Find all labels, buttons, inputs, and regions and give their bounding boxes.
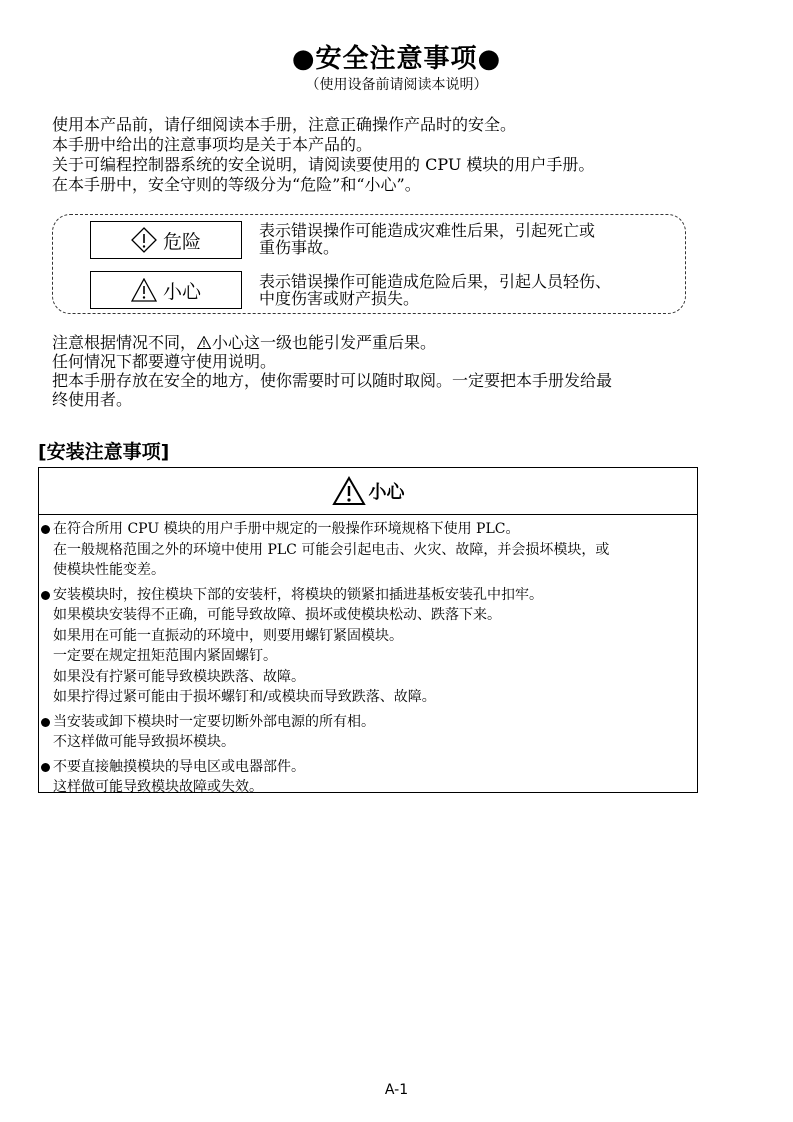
caution-item-line: 不这样做可能导致损坏模块。: [53, 734, 235, 750]
caution-item-line: 如果拧得过紧可能由于损坏螺钉和/或模块而导致跌落、故障。: [53, 689, 436, 705]
bullet-icon: [41, 763, 50, 772]
caution-item-line: 在符合所用 CPU 模块的用户手册中规定的一般操作环境规格下使用 PLC。: [53, 521, 520, 537]
intro-line: 本手册中给出的注意事项均是关于本产品的。: [52, 135, 373, 154]
caution-item-line: 一定要在规定扭矩范围内紧固螺钉。: [53, 648, 277, 664]
caution-item-line: 如果用在可能一直振动的环境中，则要用螺钉紧固模块。: [53, 627, 403, 644]
caution-box-title: 小心: [368, 482, 405, 503]
caution-item: [39, 519, 697, 581]
caution-label: 小心: [162, 280, 201, 303]
danger-label: 危险: [162, 230, 201, 253]
caution-box: [38, 467, 698, 793]
caution-box-header: [39, 468, 697, 515]
diamond-warning-icon: [131, 227, 157, 253]
page-number: A-1: [384, 1082, 409, 1098]
caution-item-line: 这样做可能导致模块故障或失效。: [53, 779, 263, 795]
notes-paragraph: [52, 333, 712, 409]
notes-text: 注意根据情况不同，: [52, 333, 197, 352]
caution-item-list: [39, 515, 697, 798]
caution-item-line: 使模块性能变差。: [53, 562, 165, 578]
notes-line: 终使用者。: [52, 390, 133, 409]
caution-label-box: [90, 271, 242, 309]
bullet-icon: [41, 718, 50, 727]
caution-item-line: 如果模块安装得不正确，可能导致故障、损坏或使模块松动、跌落下来。: [53, 607, 501, 623]
danger-description: [259, 222, 679, 256]
triangle-warning-icon: [131, 278, 157, 302]
triangle-warning-icon: [332, 476, 366, 506]
caution-desc-line: 表示错误操作可能造成危险后果，引起人员轻伤、: [259, 272, 612, 291]
triangle-warning-icon: [197, 336, 211, 349]
notes-line: 把本手册存放在安全的地方，使你需要时可以随时取阅。一定要把本手册发给最: [52, 371, 613, 390]
caution-item-line: 安装模块时，按住模块下部的安装杆，将模块的锁紧扣插进基板安装孔中扣牢。: [53, 586, 543, 603]
page-subtitle: （使用设备前请阅读本说明）: [305, 77, 488, 93]
safety-level-legend: [52, 214, 686, 314]
notes-line: 任何情况下都要遵守使用说明。: [52, 352, 277, 371]
intro-line: 关于可编程控制器系统的安全说明，请阅读要使用的 CPU 模块的用户手册。: [52, 155, 595, 174]
caution-item-line: 当安装或卸下模块时一定要切断外部电源的所有相。: [53, 713, 375, 730]
page-title: ●安全注意事项●: [291, 44, 502, 74]
caution-item: [39, 757, 697, 798]
caution-item-line: 不要直接触摸模块的导电区或电器部件。: [53, 758, 305, 775]
caution-item: [39, 585, 697, 708]
caution-item: [39, 712, 697, 753]
intro-paragraph: [52, 115, 712, 195]
caution-desc-line: 中度伤害或财产损失。: [259, 289, 420, 308]
bullet-icon: [41, 591, 50, 600]
caution-description: [259, 273, 679, 307]
caution-item-line: 在一般规格范围之外的环境中使用 PLC 可能会引起电击、火灾、故障，并会损坏模块，或: [53, 541, 610, 558]
intro-line: 在本手册中，安全守则的等级分为“危险”和“小心”。: [52, 175, 421, 194]
danger-desc-line: 重伤事故。: [259, 238, 340, 257]
section-title: [安装注意事项]: [38, 441, 170, 463]
bullet-icon: [41, 525, 50, 534]
notes-line: [52, 333, 712, 352]
caution-item-line: 如果没有拧紧可能导致模块跌落、故障。: [53, 668, 305, 685]
notes-text: 小心这一级也能引发严重后果。: [212, 333, 437, 352]
intro-line: 使用本产品前，请仔细阅读本手册，注意正确操作产品时的安全。: [52, 115, 517, 134]
danger-label-box: [90, 221, 242, 259]
danger-desc-line: 表示错误操作可能造成灾难性后果，引起死亡或: [259, 221, 596, 240]
